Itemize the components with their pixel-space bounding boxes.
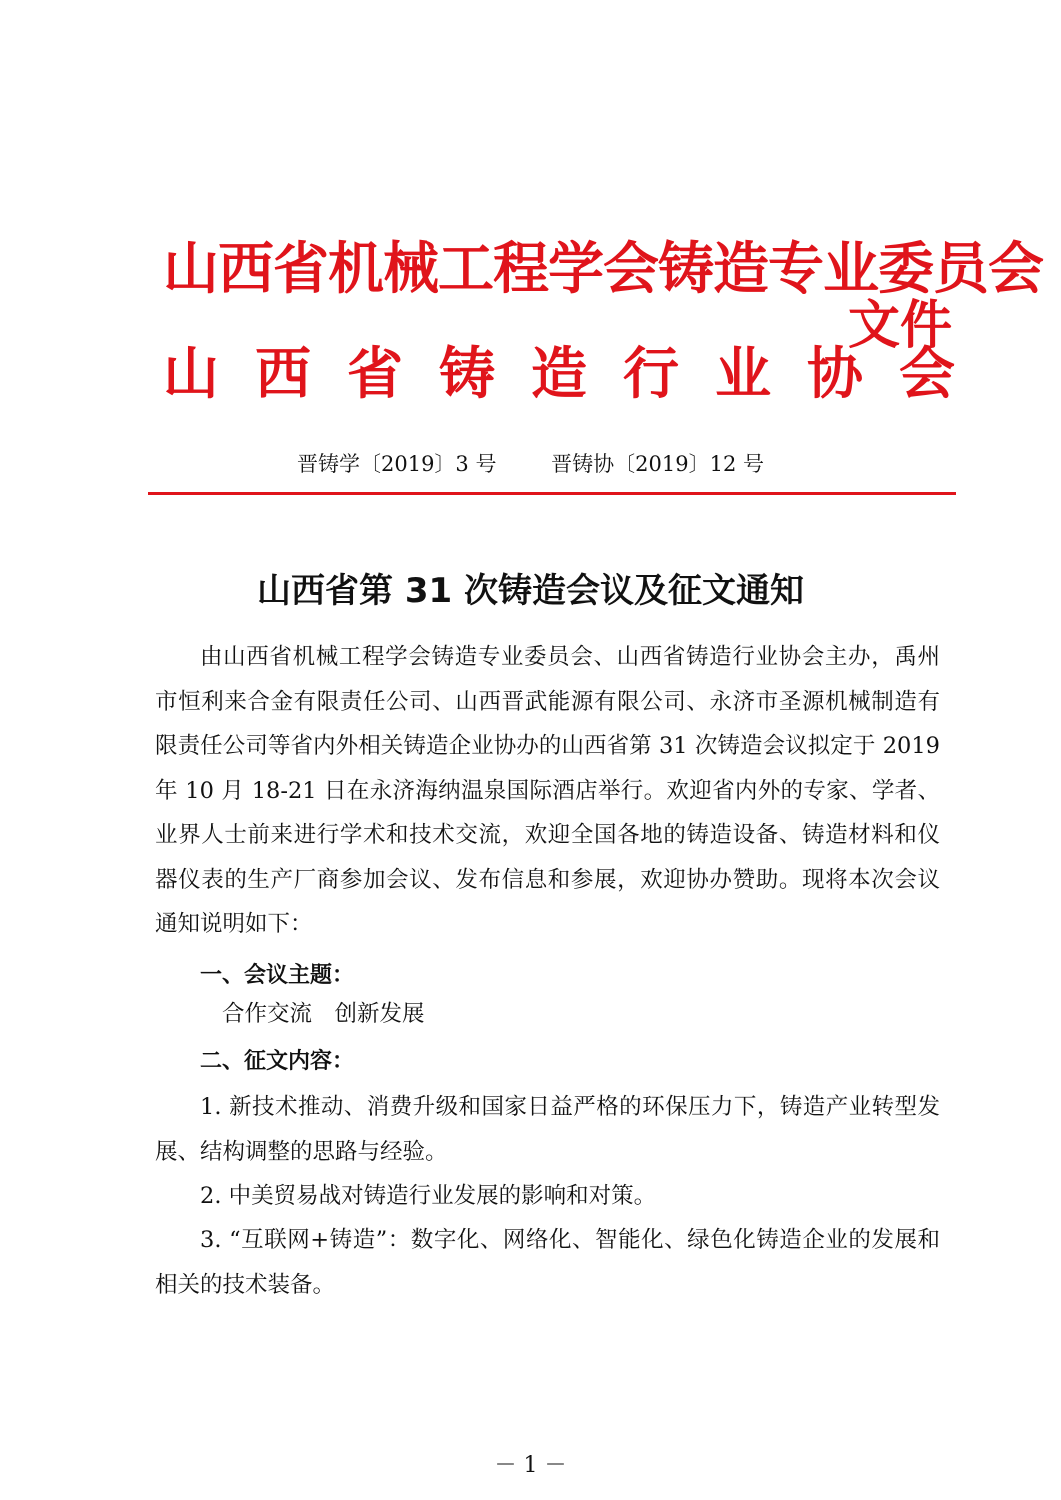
issuing-org-1: 山西省机械工程学会铸造专业委员会 (163, 237, 1043, 302)
intro-paragraph: 由山西省机械工程学会铸造专业委员会、山西省铸造行业协会主办，禹州市恒利来合金有限责任公司、山西晋武能源有限公司、永济市圣源机械制造有限责任公司等省内外相关铸造企业协办的山西省第 31 次铸造会议拟定于 2019 年 10 月 18-21 日在永济海纳温泉国际酒店举行。欢迎省内外的专家、学者、业界人士前来进行学术和技术交流，欢迎全国各地的铸造设备、铸造材料和仪器仪表的生产厂商参加会议、发布信息和参展，欢迎协办赞助。现将本次会议通知说明如下： (155, 644, 940, 937)
meeting-theme: 合作交流 创新发展 (222, 1001, 425, 1027)
doc-number-1: 晋铸学〔2019〕3 号 (296, 452, 497, 476)
list-item: 1. 新技术推动、消费升级和国家日益严格的环保压力下，铸造产业转型发展、结构调整的思路与经验。 (155, 1094, 940, 1165)
document-numbers (0, 448, 1061, 478)
section-heading-theme: 一、会议主题： (200, 963, 355, 988)
list-item: 3. “互联网+铸造”：数字化、网络化、智能化、绿色化铸造企业的发展和相关的技术装备。 (155, 1227, 940, 1298)
doc-number-2: 晋铸协〔2019〕12 号 (551, 452, 764, 476)
list-item: 2. 中美贸易战对铸造行业发展的影响和对策。 (200, 1183, 657, 1209)
red-divider (148, 492, 956, 495)
issuing-org-2: 山西省铸造行业协会 (163, 342, 991, 407)
page-title: 山西省第 31 次铸造会议及征文通知 (257, 571, 804, 611)
section-heading-topics: 二、征文内容： (200, 1049, 355, 1074)
page-number: － 1 － (494, 1453, 567, 1478)
document-suffix: 文件 (848, 296, 953, 356)
